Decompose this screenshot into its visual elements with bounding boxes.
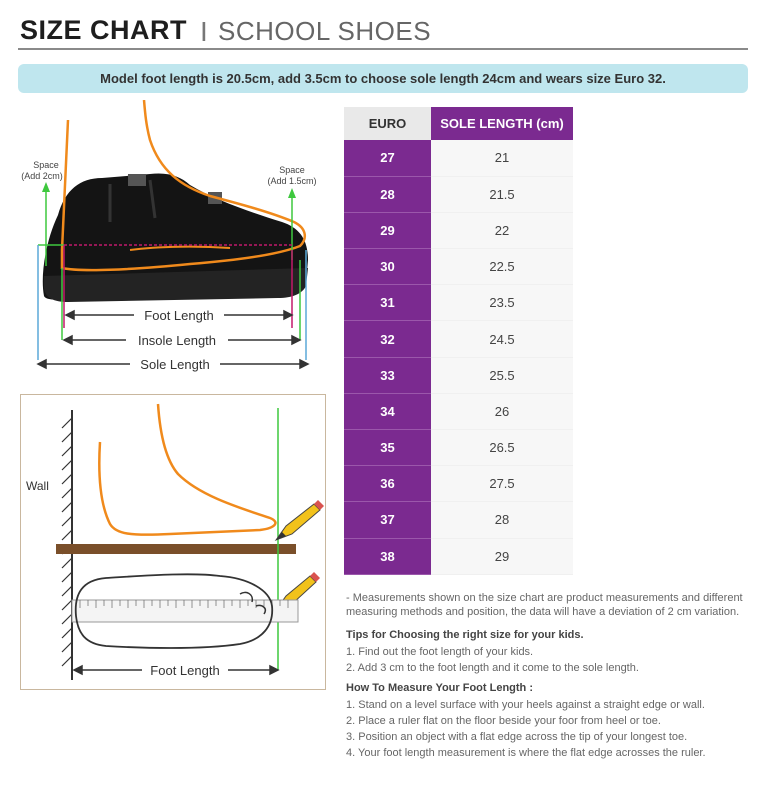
sole-length-cell: 23.5 (431, 285, 573, 321)
howto-item: 2. Place a ruler flat on the floor beside your foor from heel or toe. (346, 715, 661, 727)
sole-length-cell: 27.5 (431, 466, 573, 502)
euro-size-cell: 27 (344, 140, 431, 176)
euro-size-cell: 34 (344, 393, 431, 429)
sole-length-cell: 28 (431, 502, 573, 538)
tips-block (346, 629, 756, 676)
tip-item: 1. Find out the foot length of your kids. (346, 646, 534, 658)
howto-item: 3. Position an object with a flat edge across the tip of your longest toe. (346, 731, 688, 743)
euro-column-header: EURO (344, 107, 431, 140)
euro-size-cell: 35 (344, 430, 431, 466)
sole-length-cell: 21.5 (431, 176, 573, 212)
table-row (344, 430, 573, 466)
table-row (344, 321, 573, 357)
tips-heading: Tips for Choosing the right size for your kids. (346, 629, 584, 641)
table-row (344, 466, 573, 502)
page-title: SIZE CHART (20, 15, 187, 45)
foot-length-label: Foot Length (144, 308, 214, 323)
measure-foot-length-label: Foot Length (150, 663, 220, 678)
page-header (18, 10, 748, 50)
howto-item: 4. Your foot length measurement is where the flat edge acrosses the ruler. (346, 747, 706, 759)
sole-length-cell: 25.5 (431, 357, 573, 393)
euro-size-cell: 30 (344, 249, 431, 285)
table-row (344, 212, 573, 248)
howto-item: 1. Stand on a level surface with your heels against a straight edge or wall. (346, 699, 705, 711)
euro-size-cell: 36 (344, 466, 431, 502)
wall-label: Wall (26, 479, 49, 493)
euro-size-cell: 38 (344, 538, 431, 574)
measure-diagram (20, 394, 326, 690)
title-separator: I (200, 16, 208, 47)
table-row (344, 249, 573, 285)
sole-length-label: Sole Length (140, 357, 210, 372)
table-row (344, 393, 573, 429)
model-info-banner: Model foot length is 20.5cm, add 3.5cm to choose sole length 24cm and wears size Euro 32. (18, 64, 748, 93)
table-row (344, 285, 573, 321)
sole-length-cell: 26.5 (431, 430, 573, 466)
euro-size-cell: 37 (344, 502, 431, 538)
space-left-add-label: (Add 2cm) (21, 171, 63, 181)
euro-size-cell: 31 (344, 285, 431, 321)
space-right-add-label: (Add 1.5cm) (267, 176, 317, 186)
notes-section (346, 592, 756, 767)
foot-side-outline (99, 404, 275, 535)
pencil-icon (276, 500, 324, 540)
sole-length-cell: 21 (431, 140, 573, 176)
table-row (344, 357, 573, 393)
shoe-icon (43, 173, 308, 302)
size-chart-table (344, 107, 573, 575)
measurement-disclaimer: - Measurements shown on the size chart are product measurements and different measuring methods and position, the data will have a deviation of 2 cm variation. (346, 592, 743, 618)
ruler-icon (72, 600, 298, 622)
sole-length-cell: 29 (431, 538, 573, 574)
sole-length-cell: 22.5 (431, 249, 573, 285)
euro-size-cell: 28 (344, 176, 431, 212)
howto-block (346, 682, 756, 761)
insole-length-label: Insole Length (137, 333, 217, 348)
space-right-label: Space (279, 165, 305, 175)
table-row (344, 538, 573, 574)
table-row (344, 140, 573, 176)
table-row (344, 502, 573, 538)
sole-length-cell: 26 (431, 393, 573, 429)
sole-length-cell: 24.5 (431, 321, 573, 357)
euro-size-cell: 29 (344, 212, 431, 248)
howto-heading: How To Measure Your Foot Length : (346, 682, 533, 694)
shoe-diagram (10, 100, 330, 385)
euro-size-cell: 32 (344, 321, 431, 357)
space-left-label: Space (33, 160, 59, 170)
tip-item: 2. Add 3 cm to the foot length and it come to the sole length. (346, 662, 639, 674)
sole-length-column-header: SOLE LENGTH (cm) (431, 107, 573, 140)
table-header-row (344, 107, 573, 140)
euro-size-cell: 33 (344, 357, 431, 393)
table-row (344, 176, 573, 212)
page-subtitle: SCHOOL SHOES (218, 16, 432, 46)
sole-length-cell: 22 (431, 212, 573, 248)
